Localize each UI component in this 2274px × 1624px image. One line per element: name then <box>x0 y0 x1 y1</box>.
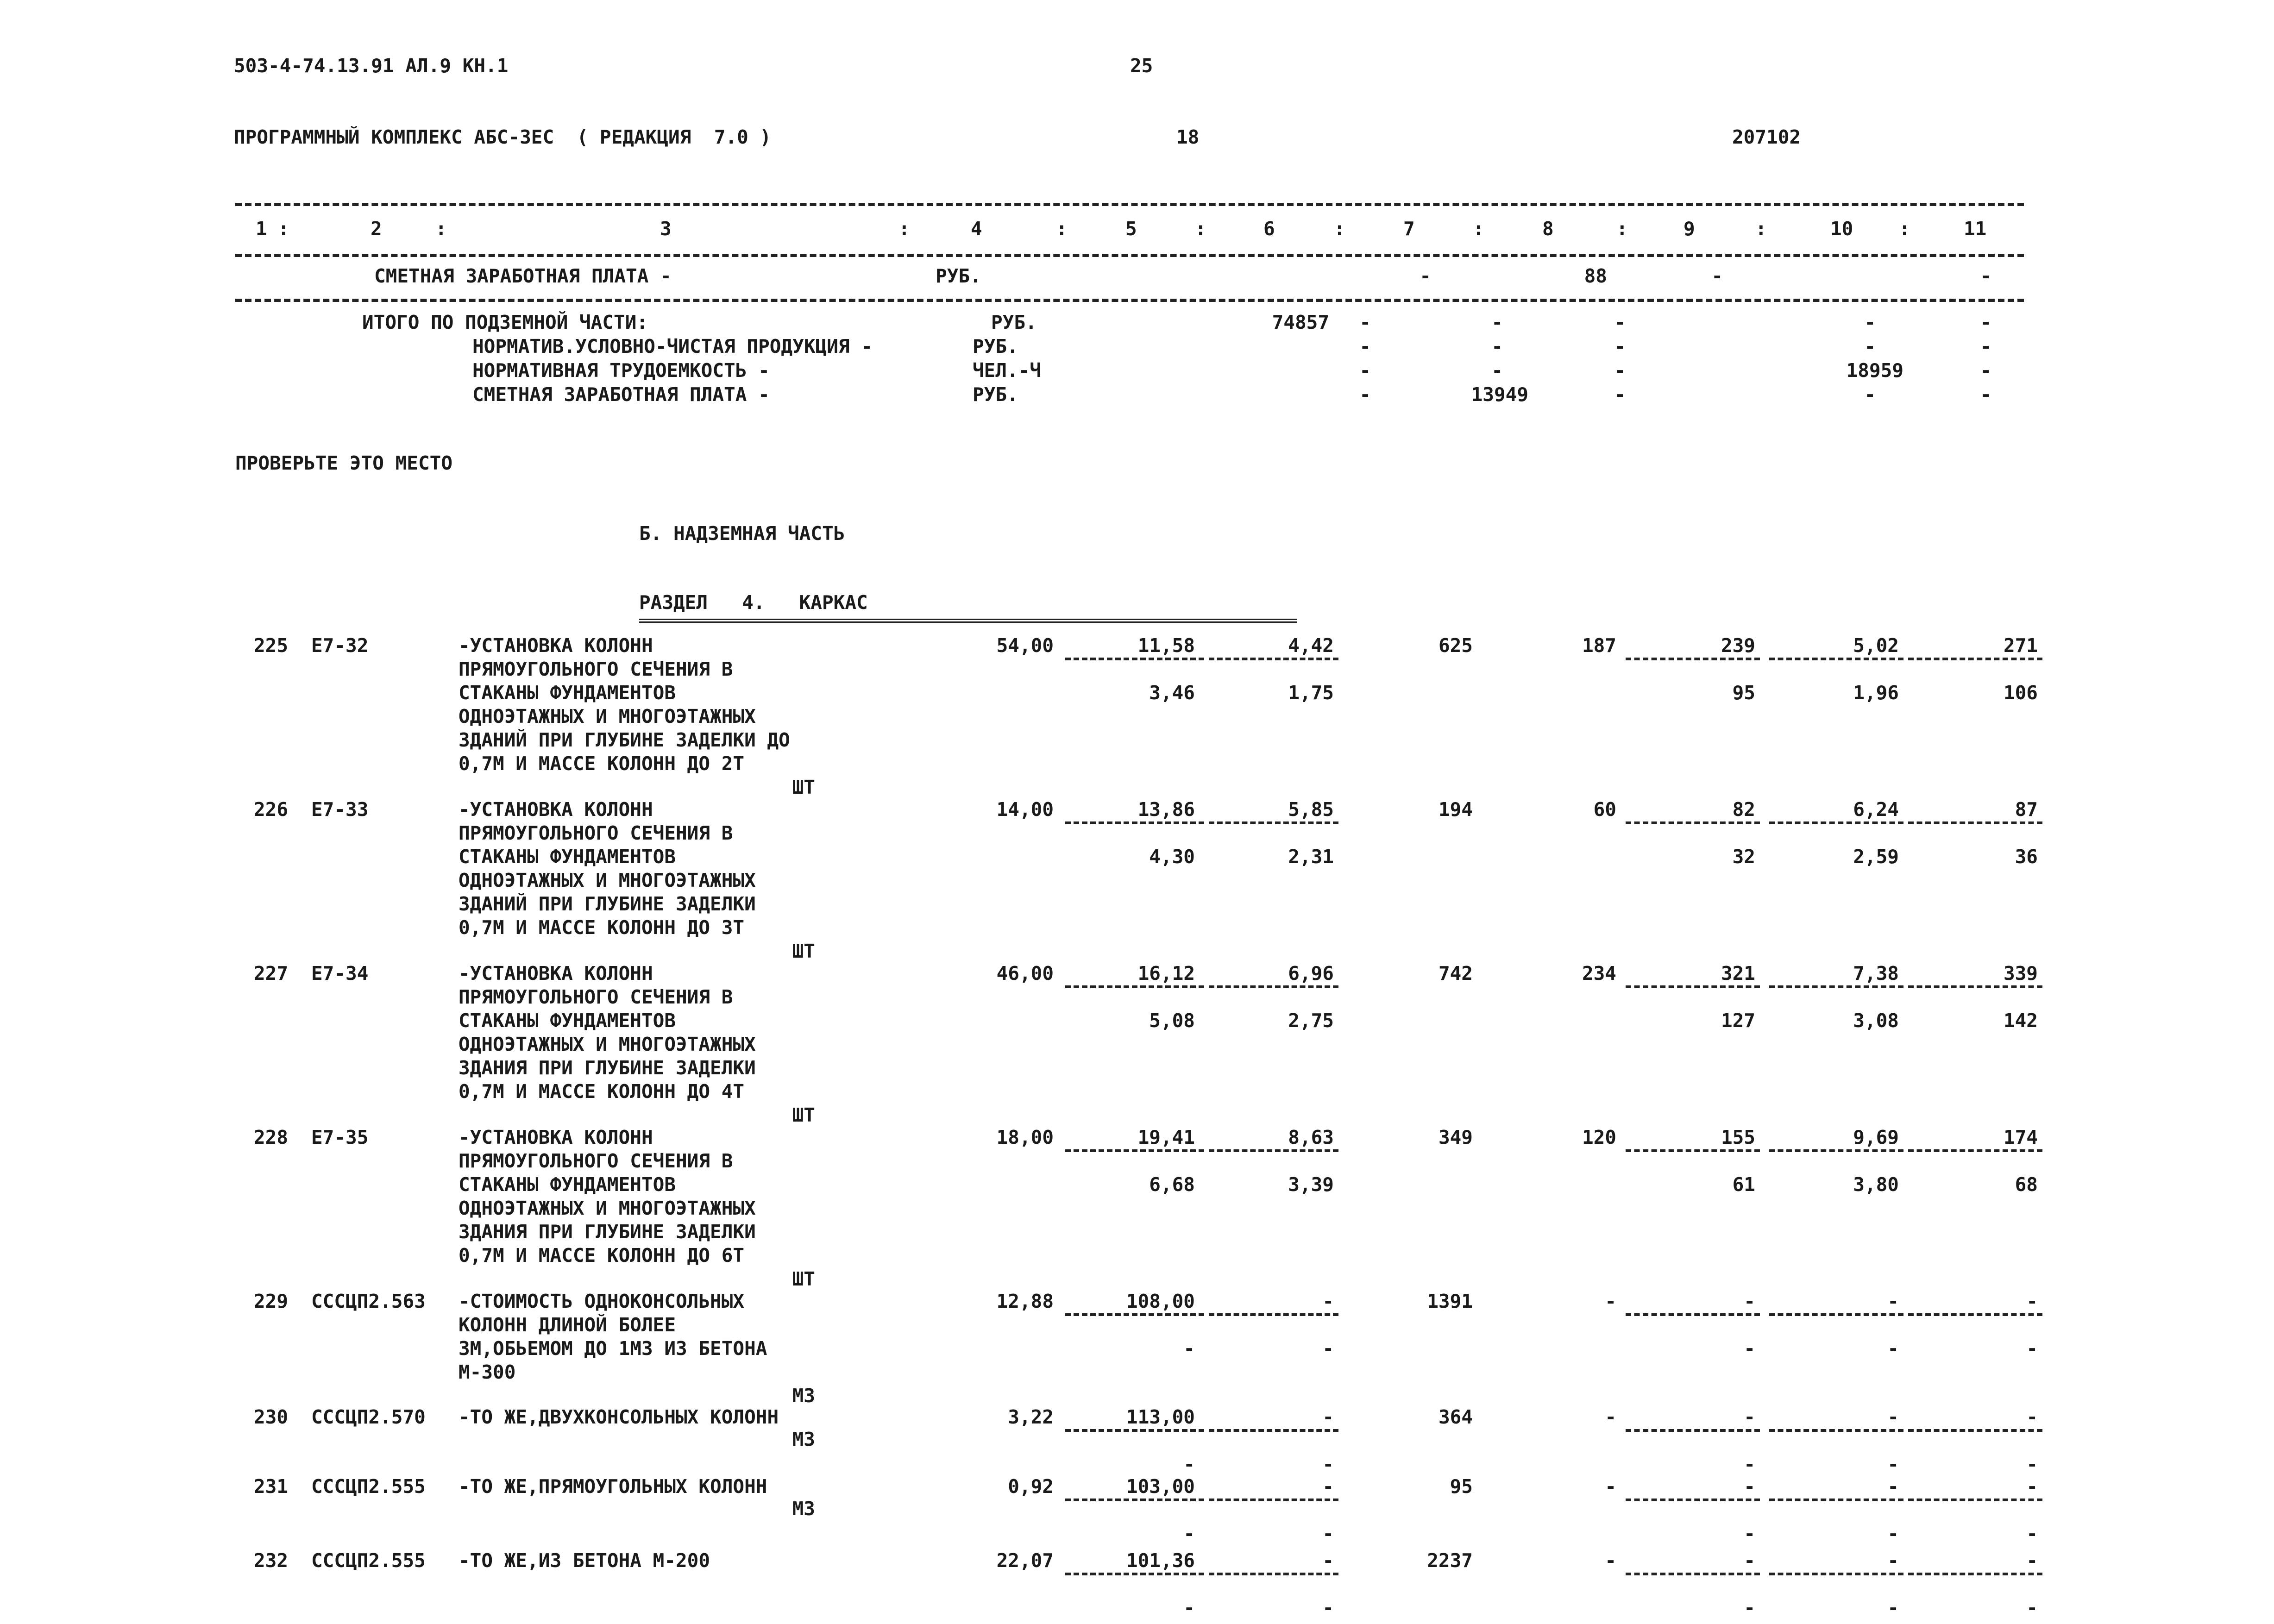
item-number: 228 <box>254 1126 289 1148</box>
item-description: -УСТАНОВКА КОЛОНН <box>459 1126 653 1148</box>
item-value: 5,85 <box>1288 798 1334 821</box>
column-number: 2 <box>371 218 382 240</box>
underline <box>1626 985 1760 988</box>
item-value: - <box>1744 1406 1755 1428</box>
item-value: - <box>2026 1406 2038 1428</box>
summary-value: - <box>1491 335 1503 357</box>
item-description: ПРЯМОУГОЛЬНОГО СЕЧЕНИЯ В <box>459 822 733 844</box>
item-value: 7,38 <box>1853 962 1899 984</box>
item-number: 231 <box>254 1475 289 1498</box>
item-value: - <box>1744 1549 1755 1572</box>
column-separator: : <box>1899 218 1910 240</box>
item-description: 0,7М И МАССЕ КОЛОНН ДО 4Т <box>459 1080 745 1103</box>
summary-value: 18959 <box>1846 359 1903 382</box>
item-description: -ТО ЖЕ,ПРЯМОУГОЛЬНЫХ КОЛОНН <box>459 1475 767 1498</box>
column-number: 11 <box>1964 218 1987 240</box>
item-description: -ТО ЖЕ,ИЗ БЕТОНА М-200 <box>459 1549 710 1572</box>
column-number: 6 <box>1263 218 1275 240</box>
item-description: СТАКАНЫ ФУНДАМЕНТОВ <box>459 1010 676 1032</box>
item-code: Е7-35 <box>311 1126 369 1148</box>
item-description: -УСТАНОВКА КОЛОНН <box>459 634 653 657</box>
document-number: 207102 <box>1732 126 1801 148</box>
total-label: ИТОГО ПО ПОДЗЕМНОЙ ЧАСТИ: <box>362 311 648 333</box>
item-description: ЗДАНИЙ ПРИ ГЛУБИНЕ ЗАДЕЛКИ ДО <box>459 729 790 751</box>
underline <box>1209 1429 1338 1432</box>
item-value: - <box>1744 1290 1755 1312</box>
item-value: - <box>1605 1406 1616 1428</box>
document-code: 503-4-74.13.91 АЛ.9 КН.1 <box>234 55 509 77</box>
item-value: 8,63 <box>1288 1126 1334 1148</box>
item-value: - <box>1322 1523 1334 1545</box>
item-value: - <box>1605 1475 1616 1498</box>
underline <box>1626 821 1760 824</box>
item-value: 5,08 <box>1149 1010 1195 1032</box>
underline <box>1769 658 1903 660</box>
item-value: 271 <box>2003 634 2038 657</box>
item-value: 3,46 <box>1149 682 1195 704</box>
item-value: - <box>1322 1475 1334 1498</box>
item-value: 1,96 <box>1853 682 1899 704</box>
item-value: - <box>1183 1597 1195 1619</box>
item-value: 11,58 <box>1137 634 1195 657</box>
summary-value: - <box>1359 383 1371 406</box>
item-value: 321 <box>1721 962 1755 984</box>
item-value: 1391 <box>1427 1290 1473 1312</box>
item-value: - <box>1322 1337 1334 1360</box>
item-value: 6,68 <box>1149 1173 1195 1196</box>
underline <box>1209 1499 1338 1501</box>
item-value: - <box>1887 1475 1899 1498</box>
item-value: - <box>1183 1337 1195 1360</box>
item-value: 3,39 <box>1288 1173 1334 1196</box>
summary-unit: РУБ. <box>973 383 1018 406</box>
item-code: СССЦП2.563 <box>311 1290 426 1312</box>
underline <box>1908 985 2042 988</box>
item-quantity: 46,00 <box>996 962 1054 984</box>
column-separator: : <box>1056 218 1068 240</box>
item-number: 227 <box>254 962 289 984</box>
item-number: 229 <box>254 1290 289 1312</box>
summary-label: СМЕТНАЯ ЗАРАБОТНАЯ ПЛАТА - <box>374 265 672 287</box>
item-value: 187 <box>1582 634 1616 657</box>
item-value: - <box>1744 1475 1755 1498</box>
underline <box>1065 658 1204 660</box>
item-value: 194 <box>1438 798 1473 821</box>
item-value: - <box>1322 1597 1334 1619</box>
item-value: 3,80 <box>1853 1173 1899 1196</box>
item-description: ОДНОЭТАЖНЫХ И МНОГОЭТАЖНЫХ <box>459 705 756 727</box>
item-code: СССЦП2.555 <box>311 1475 426 1498</box>
item-value: 32 <box>1732 846 1755 868</box>
underline <box>1209 1573 1338 1575</box>
item-description: ОДНОЭТАЖНЫХ И МНОГОЭТАЖНЫХ <box>459 1033 756 1055</box>
underline <box>1065 1313 1204 1316</box>
item-value: 1,75 <box>1288 682 1334 704</box>
item-value: 155 <box>1721 1126 1755 1148</box>
item-value: 142 <box>2003 1010 2038 1032</box>
column-number: 7 <box>1403 218 1415 240</box>
item-value: 239 <box>1721 634 1755 657</box>
item-value: - <box>2026 1549 2038 1572</box>
summary-value: - <box>1420 265 1431 287</box>
item-description: 0,7М И МАССЕ КОЛОНН ДО 3Т <box>459 916 745 939</box>
underline <box>1626 1573 1760 1575</box>
summary-value: - <box>1614 359 1626 382</box>
underline <box>1065 1499 1204 1501</box>
underline <box>1769 1573 1903 1575</box>
column-separator: : <box>1195 218 1206 240</box>
item-value: 349 <box>1438 1126 1473 1148</box>
item-description: -УСТАНОВКА КОЛОНН <box>459 798 653 821</box>
item-value: 6,96 <box>1288 962 1334 984</box>
summary-value: - <box>1864 383 1876 406</box>
underline <box>1626 1499 1760 1501</box>
item-description: СТАКАНЫ ФУНДАМЕНТОВ <box>459 682 676 704</box>
underline <box>1065 1149 1204 1152</box>
page-number: 25 <box>1130 55 1153 77</box>
column-separator: : <box>1755 218 1767 240</box>
item-unit: ШТ <box>792 1104 815 1126</box>
summary-label: НОРМАТИВНАЯ ТРУДОЕМКОСТЬ - <box>472 359 770 382</box>
item-value: 108,00 <box>1126 1290 1195 1312</box>
item-value: - <box>1183 1453 1195 1475</box>
item-value: 2,31 <box>1288 846 1334 868</box>
underline <box>1769 1429 1903 1432</box>
total-value: - <box>1864 311 1876 333</box>
check-note: ПРОВЕРЬТЕ ЭТО МЕСТО <box>235 452 452 474</box>
total-value: - <box>1980 311 1991 333</box>
underline <box>1908 821 2042 824</box>
underline <box>1769 1149 1903 1152</box>
total-value: - <box>1359 311 1371 333</box>
underline <box>1626 1313 1760 1316</box>
item-code: СССЦП2.570 <box>311 1406 426 1428</box>
item-description: ЗДАНИЙ ПРИ ГЛУБИНЕ ЗАДЕЛКИ <box>459 893 756 915</box>
summary-value: 88 <box>1584 265 1607 287</box>
item-code: СССЦП2.555 <box>311 1549 426 1572</box>
item-quantity: 18,00 <box>996 1126 1054 1148</box>
item-value: 339 <box>2003 962 2038 984</box>
item-value: - <box>1322 1290 1334 1312</box>
column-separator: : <box>1334 218 1345 240</box>
underline <box>1769 985 1903 988</box>
item-quantity: 22,07 <box>996 1549 1054 1572</box>
item-value: 234 <box>1582 962 1616 984</box>
item-description: ЗДАНИЯ ПРИ ГЛУБИНЕ ЗАДЕЛКИ <box>459 1057 756 1079</box>
item-description: ПРЯМОУГОЛЬНОГО СЕЧЕНИЯ В <box>459 658 733 680</box>
item-description: 0,7М И МАССЕ КОЛОНН ДО 2Т <box>459 752 745 775</box>
item-value: - <box>1744 1453 1755 1475</box>
underline <box>1065 1429 1204 1432</box>
summary-value: - <box>1614 383 1626 406</box>
item-value: 95 <box>1732 682 1755 704</box>
underline <box>1908 1573 2042 1575</box>
item-description: КОЛОНН ДЛИНОЙ БОЛЕЕ <box>459 1314 676 1336</box>
item-unit: ШТ <box>792 940 815 962</box>
summary-label: НОРМАТИВ.УСЛОВНО-ЧИСТАЯ ПРОДУКЦИЯ - <box>472 335 873 357</box>
item-value: 5,02 <box>1853 634 1899 657</box>
item-value: 19,41 <box>1137 1126 1195 1148</box>
summary-value: 13949 <box>1471 383 1528 406</box>
item-value: 2,75 <box>1288 1010 1334 1032</box>
total-value: 74857 <box>1272 311 1329 333</box>
item-value: 625 <box>1438 634 1473 657</box>
item-quantity: 3,22 <box>1008 1406 1054 1428</box>
item-value: 2237 <box>1427 1549 1473 1572</box>
item-value: - <box>1744 1597 1755 1619</box>
underline <box>1209 1313 1338 1316</box>
summary-value: - <box>1980 383 1991 406</box>
item-value: 82 <box>1732 798 1755 821</box>
underline <box>1065 821 1204 824</box>
column-number: 8 <box>1542 218 1554 240</box>
section-title: Б. НАДЗЕМНАЯ ЧАСТЬ <box>639 522 845 545</box>
program-page: 18 <box>1176 126 1200 148</box>
item-description: 0,7М И МАССЕ КОЛОНН ДО 6Т <box>459 1244 745 1267</box>
item-value: 61 <box>1732 1173 1755 1196</box>
column-separator: : <box>278 218 289 240</box>
item-value: 9,69 <box>1853 1126 1899 1148</box>
item-value: - <box>2026 1337 2038 1360</box>
item-value: - <box>1887 1549 1899 1572</box>
summary-value: - <box>1359 359 1371 382</box>
underline <box>1908 1429 2042 1432</box>
item-code: Е7-34 <box>311 962 369 984</box>
item-value: 742 <box>1438 962 1473 984</box>
item-value: 101,36 <box>1126 1549 1195 1572</box>
item-description: ЗДАНИЯ ПРИ ГЛУБИНЕ ЗАДЕЛКИ <box>459 1221 756 1243</box>
underline <box>1769 821 1903 824</box>
chapter-title: РАЗДЕЛ 4. КАРКАС <box>639 591 868 614</box>
underline <box>1908 1499 2042 1501</box>
item-value: - <box>1887 1290 1899 1312</box>
item-value: 95 <box>1450 1475 1473 1498</box>
item-value: - <box>2026 1475 2038 1498</box>
item-description: ОДНОЭТАЖНЫХ И МНОГОЭТАЖНЫХ <box>459 1197 756 1219</box>
item-unit: ШТ <box>792 776 815 798</box>
item-value: - <box>1887 1523 1899 1545</box>
column-separator: : <box>1616 218 1628 240</box>
item-description: ПРЯМОУГОЛЬНОГО СЕЧЕНИЯ В <box>459 986 733 1008</box>
item-description: СТАКАНЫ ФУНДАМЕНТОВ <box>459 846 676 868</box>
underline <box>1908 1313 2042 1316</box>
item-value: - <box>1183 1523 1195 1545</box>
item-description: СТАКАНЫ ФУНДАМЕНТОВ <box>459 1173 676 1196</box>
item-value: - <box>1605 1549 1616 1572</box>
item-code: Е7-33 <box>311 798 369 821</box>
underline <box>1769 1499 1903 1501</box>
column-separator: : <box>435 218 447 240</box>
item-value: - <box>2026 1523 2038 1545</box>
summary-value: - <box>1980 335 1991 357</box>
item-unit: ШТ <box>792 1268 815 1290</box>
item-value: 103,00 <box>1126 1475 1195 1498</box>
item-value: - <box>2026 1597 2038 1619</box>
total-value: - <box>1491 311 1503 333</box>
item-value: 4,42 <box>1288 634 1334 657</box>
item-value: 120 <box>1582 1126 1616 1148</box>
underline <box>1209 1149 1338 1152</box>
underline <box>1626 658 1760 660</box>
column-number: 9 <box>1684 218 1695 240</box>
item-value: 106 <box>2003 682 2038 704</box>
item-value: 3,08 <box>1853 1010 1899 1032</box>
item-number: 230 <box>254 1406 289 1428</box>
item-description: -СТОИМОСТЬ ОДНОКОНСОЛЬНЫХ <box>459 1290 745 1312</box>
item-value: 13,86 <box>1137 798 1195 821</box>
item-number: 232 <box>254 1549 289 1572</box>
item-quantity: 0,92 <box>1008 1475 1054 1498</box>
item-value: 364 <box>1438 1406 1473 1428</box>
item-quantity: 14,00 <box>996 798 1054 821</box>
item-unit: М3 <box>792 1498 815 1520</box>
underline <box>1908 658 2042 660</box>
item-value: - <box>1322 1406 1334 1428</box>
column-separator: : <box>1473 218 1484 240</box>
item-description: ОДНОЭТАЖНЫХ И МНОГОЭТАЖНЫХ <box>459 869 756 891</box>
underline <box>1065 985 1204 988</box>
item-number: 226 <box>254 798 289 821</box>
item-value: - <box>1887 1337 1899 1360</box>
item-value: - <box>1322 1549 1334 1572</box>
item-value: - <box>1322 1453 1334 1475</box>
item-value: 87 <box>2015 798 2038 821</box>
summary-value: - <box>1711 265 1723 287</box>
underline <box>1769 1313 1903 1316</box>
item-value: 68 <box>2015 1173 2038 1196</box>
item-value: 127 <box>1721 1010 1755 1032</box>
item-description: 3М,ОБЬЕМОМ ДО 1М3 ИЗ БЕТОНА <box>459 1337 767 1360</box>
item-quantity: 54,00 <box>996 634 1054 657</box>
item-number: 225 <box>254 634 289 657</box>
item-value: 36 <box>2015 846 2038 868</box>
item-value: 6,24 <box>1853 798 1899 821</box>
item-value: 4,30 <box>1149 846 1195 868</box>
program-line: ПРОГРАММНЫЙ КОМПЛЕКС АБС-3ЕС ( РЕДАКЦИЯ 7.0 ) <box>234 126 772 148</box>
summary-unit: РУБ. <box>936 265 981 287</box>
item-value: 174 <box>2003 1126 2038 1148</box>
underline <box>1626 1429 1760 1432</box>
item-value: - <box>2026 1290 2038 1312</box>
underline <box>1209 985 1338 988</box>
item-value: - <box>1887 1597 1899 1619</box>
item-value: 2,59 <box>1853 846 1899 868</box>
summary-value: - <box>1359 335 1371 357</box>
summary-unit: РУБ. <box>973 335 1018 357</box>
summary-value: - <box>1980 265 1991 287</box>
underline <box>1209 821 1338 824</box>
item-description: ПРЯМОУГОЛЬНОГО СЕЧЕНИЯ В <box>459 1150 733 1172</box>
summary-value: - <box>1980 359 1991 382</box>
column-number: 1 <box>256 218 267 240</box>
item-unit: М3 <box>792 1428 815 1450</box>
double-rule <box>639 619 1297 623</box>
underline <box>1908 1149 2042 1152</box>
item-description: М-300 <box>459 1361 516 1383</box>
total-unit: РУБ. <box>991 311 1037 333</box>
item-value: - <box>2026 1453 2038 1475</box>
summary-value: - <box>1614 335 1626 357</box>
item-value: - <box>1605 1290 1616 1312</box>
summary-value: - <box>1491 359 1503 382</box>
item-unit: М3 <box>792 1385 815 1407</box>
item-code: Е7-32 <box>311 634 369 657</box>
total-value: - <box>1614 311 1626 333</box>
item-description: -ТО ЖЕ,ДВУХКОНСОЛЬНЫХ КОЛОНН <box>459 1406 779 1428</box>
summary-label: СМЕТНАЯ ЗАРАБОТНАЯ ПЛАТА - <box>472 383 770 406</box>
summary-unit: ЧЕЛ.-Ч <box>973 359 1042 382</box>
column-number: 4 <box>971 218 982 240</box>
underline <box>1626 1149 1760 1152</box>
item-value: - <box>1887 1406 1899 1428</box>
item-value: 60 <box>1593 798 1616 821</box>
item-value: - <box>1744 1337 1755 1360</box>
item-quantity: 12,88 <box>996 1290 1054 1312</box>
item-description: -УСТАНОВКА КОЛОНН <box>459 962 653 984</box>
item-value: 113,00 <box>1126 1406 1195 1428</box>
underline <box>1209 658 1338 660</box>
summary-value: - <box>1864 335 1876 357</box>
column-number: 10 <box>1830 218 1853 240</box>
rule <box>235 203 2024 206</box>
item-value: - <box>1887 1453 1899 1475</box>
column-separator: : <box>898 218 910 240</box>
rule <box>235 299 2024 302</box>
item-value: 16,12 <box>1137 962 1195 984</box>
column-number: 3 <box>660 218 672 240</box>
underline <box>1065 1573 1204 1575</box>
column-number: 5 <box>1125 218 1137 240</box>
item-value: - <box>1744 1523 1755 1545</box>
rule <box>235 254 2024 257</box>
